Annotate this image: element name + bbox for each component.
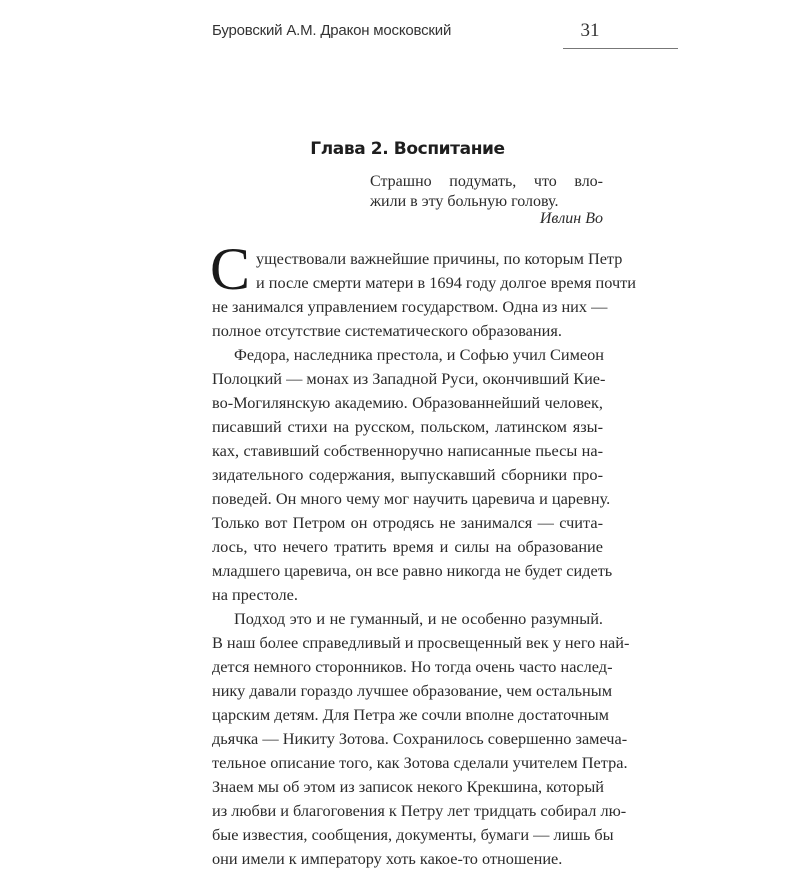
text-line: дьячка — Никиту Зотова. Сохранилось совершенно замеча- <box>212 729 628 748</box>
text-line: Полоцкий — монах из Западной Руси, окончивший Кие- <box>212 369 606 388</box>
text-line: во-Могилянскую академию. Образованнейший человек, <box>212 393 603 412</box>
text-line: царским детям. Для Петра же сочли вполне достаточным <box>212 705 609 724</box>
text-line: Знаем мы об этом из записок некого Крекшина, который <box>212 777 604 796</box>
text-line: нику давали гораздо лучшее образование, чем остальным <box>212 681 613 700</box>
chapter-title: Глава 2. Воспитание <box>310 139 505 159</box>
epigraph-author: Ивлин Во <box>539 210 603 227</box>
text-line: уществовали важнейшие причины, по которым Петр <box>256 249 623 268</box>
epigraph-line: жили в эту больную голову. <box>370 193 559 210</box>
text-line: и после смерти матери в 1694 году долгое время почти <box>256 273 636 292</box>
page-number: 31 <box>580 20 600 41</box>
text-line: лось, что нечего тратить время и силы на образование <box>212 537 603 556</box>
body-text <box>212 247 636 871</box>
text-line: В наш более справедливый и просвещенный век у него най- <box>212 633 630 652</box>
epigraph <box>370 172 603 212</box>
text-line: младшего царевича, он все равно никогда не будет сидеть <box>212 561 613 580</box>
text-line: писавший стихи на русском, польском, латинском язы- <box>212 417 603 436</box>
drop-cap: С <box>210 236 251 302</box>
text-line: из любви и благоговения к Петру лет тридцать собирал лю- <box>212 801 627 820</box>
text-line: на престоле. <box>212 585 298 604</box>
text-line: бые известия, сообщения, документы, бумаги — лишь бы <box>212 825 614 844</box>
text-line: Подход это и не гуманный, и не особенно разумный. <box>234 609 603 628</box>
text-line: тельное описание того, как Зотова сделали учителем Петра. <box>212 753 628 772</box>
text-line: они имели к императору хоть какое-то отношение. <box>212 849 563 868</box>
text-line: поведей. Он много чему мог научить царевича и царевну. <box>212 489 611 508</box>
header-rule <box>563 48 678 49</box>
text-line: Только вот Петром он отродясь не занимался — счита- <box>212 513 603 532</box>
running-head: Буровский А.М. Дракон московский <box>212 22 452 39</box>
text-line: дется немного сторонников. Но тогда очень часто наслед- <box>212 657 613 676</box>
text-line: зидательного содержания, выпускавший сборники про- <box>212 465 603 484</box>
text-line: Федора, наследника престола, и Софью учил Симеон <box>234 345 604 364</box>
text-line: ках, ставивший собственноручно написанные пьесы на- <box>212 441 603 460</box>
epigraph-line: Страшно подумать, что вло- <box>370 173 603 190</box>
text-line: не занимался управлением государством. Одна из них — <box>212 297 608 316</box>
text-line: полное отсутствие систематического образования. <box>212 321 562 340</box>
